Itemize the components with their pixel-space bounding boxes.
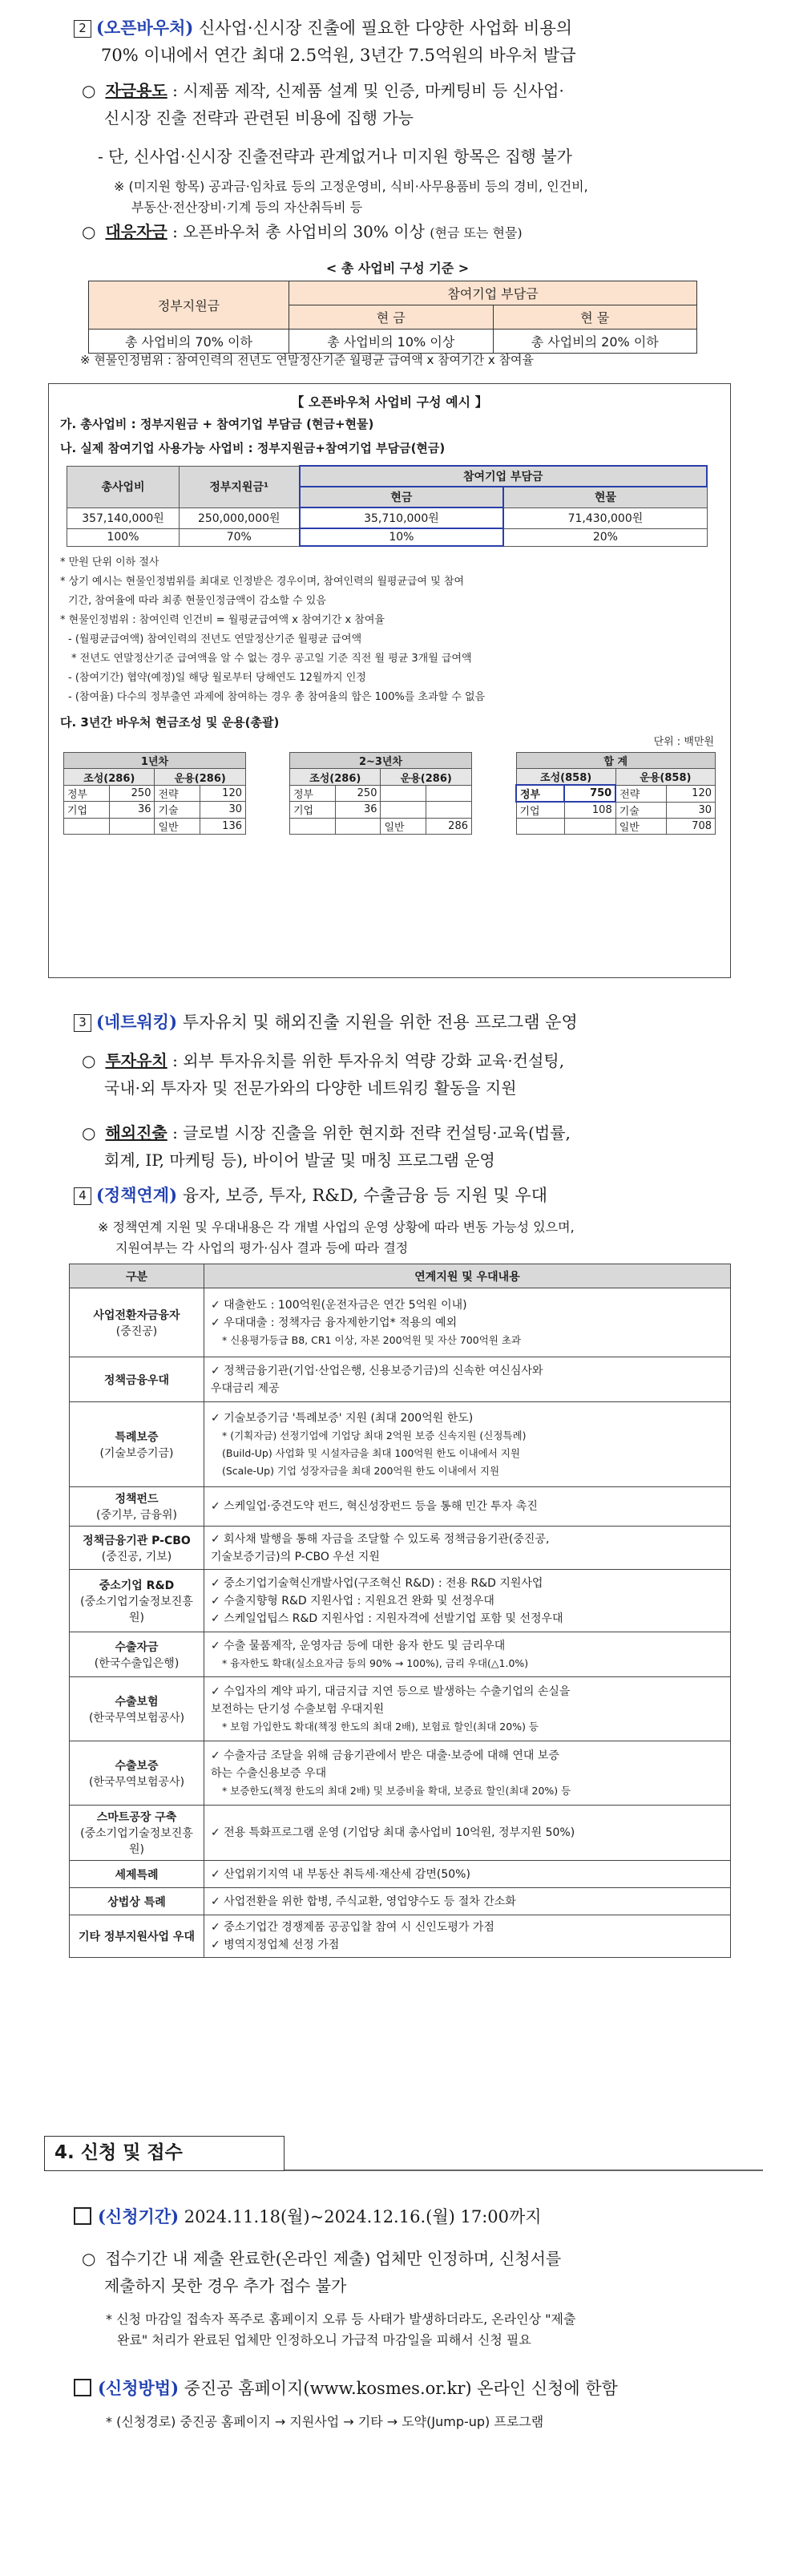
unsupported-note: ※ (미지원 항목) 공과금·임차료 등의 고정운영비, 식비·사무용품비 등의 경비, 인건비, 부동산·전산장비·기계 등의 자산취득비 등 [114, 179, 588, 215]
policy-content: ✓ 중소기업간 경쟁제품 공공입찰 참여 시 신인도평가 가점 ✓ 병역지정업체 선정 가점 [204, 1915, 731, 1958]
policy-category: 사업전환자금융자 (중진공) [70, 1288, 204, 1357]
matching-fund: ○ 대응자금 : 오픈바우처 총 사업비의 30% 이상 (현금 또는 현물) [82, 222, 523, 241]
policy-row [70, 1888, 731, 1915]
policy-content: ✓ 산업위기지역 내 부동산 취득세·재산세 감면(50%) [204, 1861, 731, 1888]
policy-row [70, 1288, 731, 1357]
policy-category: 수출보증 (한국무역보험공사) [70, 1741, 204, 1806]
application-method: (신청방법) 중진공 홈페이지(www.kosmes.or.kr) 온라인 신청에 한함 [0, 2375, 795, 2402]
example-notes: * 만원 단위 이하 절사 * 상기 예시는 현물인정범위를 최대로 인정받은 경우이며, 참여인력의 월평균급여 및 참여 기간, 참여율에 따라 최종 현물인정금액이 감소할 수 있음 * 현물인정범위 : 참여인력 인건비 = 월평균급여액 x 참여기간 x 참여율 - (월평균급여액) 참여인력의 전년도 연말정산기준 월평균 급여액 * 전년도 연말정산기준 급여액을 알 수 없는 경우 공고일 기준 직전 월 평균 3개월 급여액 - (참여기간) 협약(예정)일 해당 월로부터 당해연도 12월까지 인정 - (참여율) 다수의 정부출연 과제에 참여하는 경우 총 참여율의 합은 100%를 초과할 수 없음 [60, 556, 486, 703]
overseas-expansion: ○ 해외진출 : 글로벌 시장 진출을 위한 현지화 전략 컨설팅·교육(법률, 회계, IP, 마케팅 등), 바이어 발굴 및 매칭 프로그램 운영 [82, 1123, 571, 1170]
policy-category: 상법상 특례 [70, 1888, 204, 1915]
policy-content: ✓ 수출자금 조달을 위해 금융기관에서 받은 대출·보증에 대해 연대 보증 하는 수출신용보증 우대 * 보증한도(책정 한도의 최대 2배) 및 보증비율 확대, 보증료 할인(최대 20%) 등 [204, 1741, 731, 1806]
number-box: 2 [74, 20, 91, 38]
voucher-summary-tables [60, 752, 719, 835]
policy-category: 수출보험 (한국무역보험공사) [70, 1677, 204, 1741]
policy-category: 중소기업 R&D (중소기업기술정보진흥원) [70, 1570, 204, 1632]
policy-row [70, 1570, 731, 1632]
section-policy: 4 (정책연계) 융자, 보증, 투자, R&D, 수출금융 등 지원 및 우대 [0, 1182, 795, 1209]
application-rule: ○ 접수기간 내 제출 완료한(온라인 제출) 업체만 인정하며, 신청서를 제출하지 못한 경우 추가 접수 불가 [82, 2249, 562, 2295]
fund-use: ○ 자금용도 : 시제품 제작, 신제품 설계 및 인증, 마케팅비 등 신사업· 신시장 진출 전략과 관련된 비용에 집행 가능 [82, 81, 564, 127]
policy-content: ✓ 기술보증기금 '특례보증' 지원 (최대 200억원 한도) * (기획자금) 선정기업에 기업당 최대 2억원 보증 신속지원 (신정특례) (Build-Up) 사업화 및 시설자금을 최대 100억원 한도 이내에서 지원 (Scale-Up) 기업 성장자금을 최대 200억원 한도 이내에서 지원 [204, 1402, 731, 1487]
policy-row [70, 1806, 731, 1861]
example-box: 【 오픈바우처 사업비 구성 예시 】 가. 총사업비 : 정부지원금 + 참여기업 부담금 (현금+현물) 나. 실제 참여기업 사용가능 사업비 : 정부지원금+참여기업 부담금(현금) 총사업비 정부지원금¹ 참여기업 부담금 현금 현물 357,140,000원 250,000,000원 35,710,000원 71,430,000원 100% 70% 10% 20% * 만원 단위 이하 절사 * 상기 예시는 현물인정범위를 최대로 인정받은 경우이며, 참여인력의 월평균급여 및 참여 기간, 참여율에 따라 최종 현물인정금액이 감소할 수 있음 * 현물인정범위 : 참여인력 인건비 = 월평균급여액 x 참여기간 x 참여율 - (월평균급여액) 참여인력의 전년도 연말정산기준 월평균 급여액 * 전년도 연말정산기준 급여액을 알 수 없는 경우 공고일 기준 직전 월 평균 3개월 급여액 - (참여기간) 협약(예정)일 해당 월로부터 당해연도 12월까지 인정 - (참여율) 다수의 정부출연 과제에 참여하는 경우 총 참여율의 합은 100%를 초과할 수 없음 다. 3년간 바우처 현금조성 및 운용(총괄) 단위 : 백만원 1년차 조성(286) 운용(286) 정부 250 전략 120 기업 36 기술 30 일반 136 2~3년차 조성(286) 운용(286) 정부 250 기업 36 일반 286 합 계 조성(858) 운용(858) 정부 750 전략 120 기업 108 기술 30 일반 708 [48, 383, 731, 978]
policy-category: 기타 정부지원사업 우대 [70, 1915, 204, 1958]
policy-row [70, 1357, 731, 1402]
policy-row [70, 1861, 731, 1888]
budget-composition-table: 정부지원금 참여기업 부담금 현 금 현 물 총 사업비의 70% 이하 총 사업비의 10% 이상 총 사업비의 20% 이하 [88, 281, 697, 354]
policy-category: 수출자금 (한국수출입은행) [70, 1632, 204, 1677]
policy-row [70, 1741, 731, 1806]
openvoucher-intro: 2 (오픈바우처) 신사업·신시장 진출에 필요한 다양한 사업화 비용의 [74, 14, 763, 42]
application-note: * 신청 마감일 접속자 폭주로 홈페이지 오류 등 사태가 발생하더라도, 온라인상 "제출 완료" 처리가 완료된 업체만 인정하오니 가급적 마감일을 피해서 신청 필요 [106, 2311, 576, 2348]
policy-category: 세제특례 [70, 1861, 204, 1888]
policy-support-table: 구분 연계지원 및 우대내용 사업전환자금융자 (중진공) ✓ 대출한도 : 100억원(운전자금은 연간 5억원 이내) ✓ 우대대출 : 정책자금 융자제한기업* 적용의 예외 * 신용평가등급 B8, CR1 이상, 자본 200억원 및 자산 700억원 초과 정책금융우대 ✓ 정책금융기관(기업·산업은행, 신용보증기금)의 신속한 여신심사와 우대금리 제공 특례보증 (기술보증기금) ✓ 기술보증기금 '특례보증' 지원 (최대 200억원 한도) * (기획자금) 선정기업에 기업당 최대 2억원 보증 신속지원 (신정특례) (Build-Up) 사업화 및 시설자금을 최대 100억원 한도 이내에서 지원 (Scale-Up) 기업 성장자금을 최대 200억원 한도 이내에서 지원 정책펀드 (중기부, 금융위) ✓ 스케일업·중견도약 펀드, 혁신성장펀드 등을 통해 민간 투자 촉진 정책금융기관 P-CBO (중진공, 기보) ✓ 회사채 발행을 통해 자금을 조달할 수 있도록 정책금융기관(중진공, 기술보증기금)의 P-CBO 우선 지원 중소기업 R&D (중소기업기술정보진흥원) ✓ 중소기업기술혁신개발사업(구조혁신 R&D) : 전용 R&D 지원사업 ✓ 수출지향형 R&D 지원사업 : 지원요건 완화 및 선정우대 ✓ 스케일업팁스 R&D 지원사업 : 지원자격에 선발기업 포함 및 선정우대 수출자금 (한국수출입은행) ✓ 수출 물품제작, 운영자금 등에 대한 융자 한도 및 금리우대 * 융자한도 확대(실소요자금 등의 90% → 100%), 금리 우대(△1.0%) 수출보험 (한국무역보험공사) ✓ 수입자의 계약 파기, 대금지급 지연 등으로 발생하는 수출기업의 손실을 보전하는 단기성 수출보험 우대지원 * 보험 가입한도 확대(책정 한도의 최대 2배), 보험료 할인(최대 20%) 등 수출보증 (한국무역보험공사) ✓ 수출자금 조달을 위해 금융기관에서 받은 대출·보증에 대해 연대 보증 하는 수출신용보증 우대 * 보증한도(책정 한도의 최대 2배) 및 보증비율 확대, 보증료 할인(최대 20%) 등 스마트공장 구축 (중소기업기술정보진흥원) ✓ 전용 특화프로그램 운영 (기업당 최대 총사업비 10억원, 정부지원 50%) 세제특례 ✓ 산업위기지역 내 부동산 취득세·재산세 감면(50%) 상법상 특례 ✓ 사업전환을 위한 합병, 주식교환, 영업양수도 등 절차 간소화 기타 정부지원사업 우대 ✓ 중소기업간 경쟁제품 공공입찰 참여 시 신인도평가 가점 ✓ 병역지정업체 선정 가점 [69, 1264, 731, 1958]
section-networking: 3 (네트워킹) 투자유치 및 해외진출 지원을 위한 전용 프로그램 운영 [0, 1009, 795, 1036]
year1-table: 1년차 조성(286) 운용(286) 정부 250 전략 120 기업 36 기술 30 일반 136 [63, 752, 246, 835]
policy-content: ✓ 전용 특화프로그램 운영 (기업당 최대 총사업비 10억원, 정부지원 50%) [204, 1806, 731, 1861]
policy-content: ✓ 대출한도 : 100억원(운전자금은 연간 5억원 이내) ✓ 우대대출 : 정책자금 융자제한기업* 적용의 예외 * 신용평가등급 B8, CR1 이상, 자본 200억원 및 자산 700억원 초과 [204, 1288, 731, 1357]
policy-category: 스마트공장 구축 (중소기업기술정보진흥원) [70, 1806, 204, 1861]
budget-table-caption: < 총 사업비 구성 기준 > [325, 261, 470, 276]
policy-content: ✓ 중소기업기술혁신개발사업(구조혁신 R&D) : 전용 R&D 지원사업 ✓ 수출지향형 R&D 지원사업 : 지원요건 완화 및 선정우대 ✓ 스케일업팁스 R&D 지원사업 : 지원자격에 선발기업 포함 및 선정우대 [204, 1570, 731, 1632]
policy-category: 정책펀드 (중기부, 금융위) [70, 1487, 204, 1527]
section-title-rule [285, 2170, 763, 2171]
application-path-note: * (신청경로) 중진공 홈페이지 → 지원사업 → 기타 → 도약(Jump-up) 프로그램 [106, 2414, 544, 2429]
fund-use-exception: - 단, 신사업·신시장 진출전략과 관계없거나 미지원 항목은 집행 불가 [98, 147, 572, 166]
policy-content: ✓ 스케일업·중견도약 펀드, 혁신성장펀드 등을 통해 민간 투자 촉진 [204, 1487, 731, 1527]
application-period: (신청기간) 2024.11.18(월)~2024.12.16.(월) 17:00까지 [0, 2203, 795, 2230]
policy-row [70, 1527, 731, 1570]
policy-row [70, 1487, 731, 1527]
example-budget-table: 총사업비 정부지원금¹ 참여기업 부담금 현금 현물 357,140,000원 250,000,000원 35,710,000원 71,430,000원 100% 70% 10% 20% [67, 465, 708, 547]
section-openvoucher [0, 14, 795, 69]
in-kind-note: ※ 현물인정범위 : 참여인력의 전년도 연말정산기준 월평균 급여액 x 참여기간 x 참여율 [80, 353, 534, 367]
policy-content: ✓ 수입자의 계약 파기, 대금지급 지연 등으로 발생하는 수출기업의 손실을 보전하는 단기성 수출보험 우대지원 * 보험 가입한도 확대(책정 한도의 최대 2배), 보험료 할인(최대 20%) 등 [204, 1677, 731, 1741]
policy-content: ✓ 수출 물품제작, 운영자금 등에 대한 융자 한도 및 금리우대 * 융자한도 확대(실소요자금 등의 90% → 100%), 금리 우대(△1.0%) [204, 1632, 731, 1677]
investment-attraction: ○ 투자유치 : 외부 투자유치를 위한 투자유치 역량 강화 교육·컨설팅, 국내·외 투자자 및 전문가와의 다양한 네트워킹 활동을 지원 [82, 1051, 565, 1098]
policy-category: 정책금융기관 P-CBO (중진공, 기보) [70, 1527, 204, 1570]
policy-row [70, 1915, 731, 1958]
total-table: 합 계 조성(858) 운용(858) 정부 750 전략 120 기업 108 기술 30 일반 708 [515, 752, 716, 835]
section-title-application: 4. 신청 및 접수 [44, 2136, 285, 2171]
policy-row [70, 1632, 731, 1677]
policy-content: ✓ 회사채 발행을 통해 자금을 조달할 수 있도록 정책금융기관(중진공, 기술보증기금)의 P-CBO 우선 지원 [204, 1527, 731, 1570]
policy-note: ※ 정책연계 지원 및 우대내용은 각 개별 사업의 운영 상황에 따라 변동 가능성 있으며, 지원여부는 각 사업의 평가·심사 결과 등에 따라 결정 [98, 1219, 575, 1256]
example-title: 【 오픈바우처 사업비 구성 예시 】 [291, 394, 488, 410]
openvoucher-intro-2: 70% 이내에서 연간 최대 2.5억원, 3년간 7.5억원의 바우처 발급 [101, 46, 576, 65]
policy-category: 특례보증 (기술보증기금) [70, 1402, 204, 1487]
policy-category: 정책금융우대 [70, 1357, 204, 1402]
policy-row [70, 1677, 731, 1741]
policy-content: ✓ 사업전환을 위한 합병, 주식교환, 영업양수도 등 절차 간소화 [204, 1888, 731, 1915]
year2-3-table: 2~3년차 조성(286) 운용(286) 정부 250 기업 36 일반 286 [289, 752, 472, 835]
policy-row [70, 1402, 731, 1487]
policy-content: ✓ 정책금융기관(기업·산업은행, 신용보증기금)의 신속한 여신심사와 우대금리 제공 [204, 1357, 731, 1402]
